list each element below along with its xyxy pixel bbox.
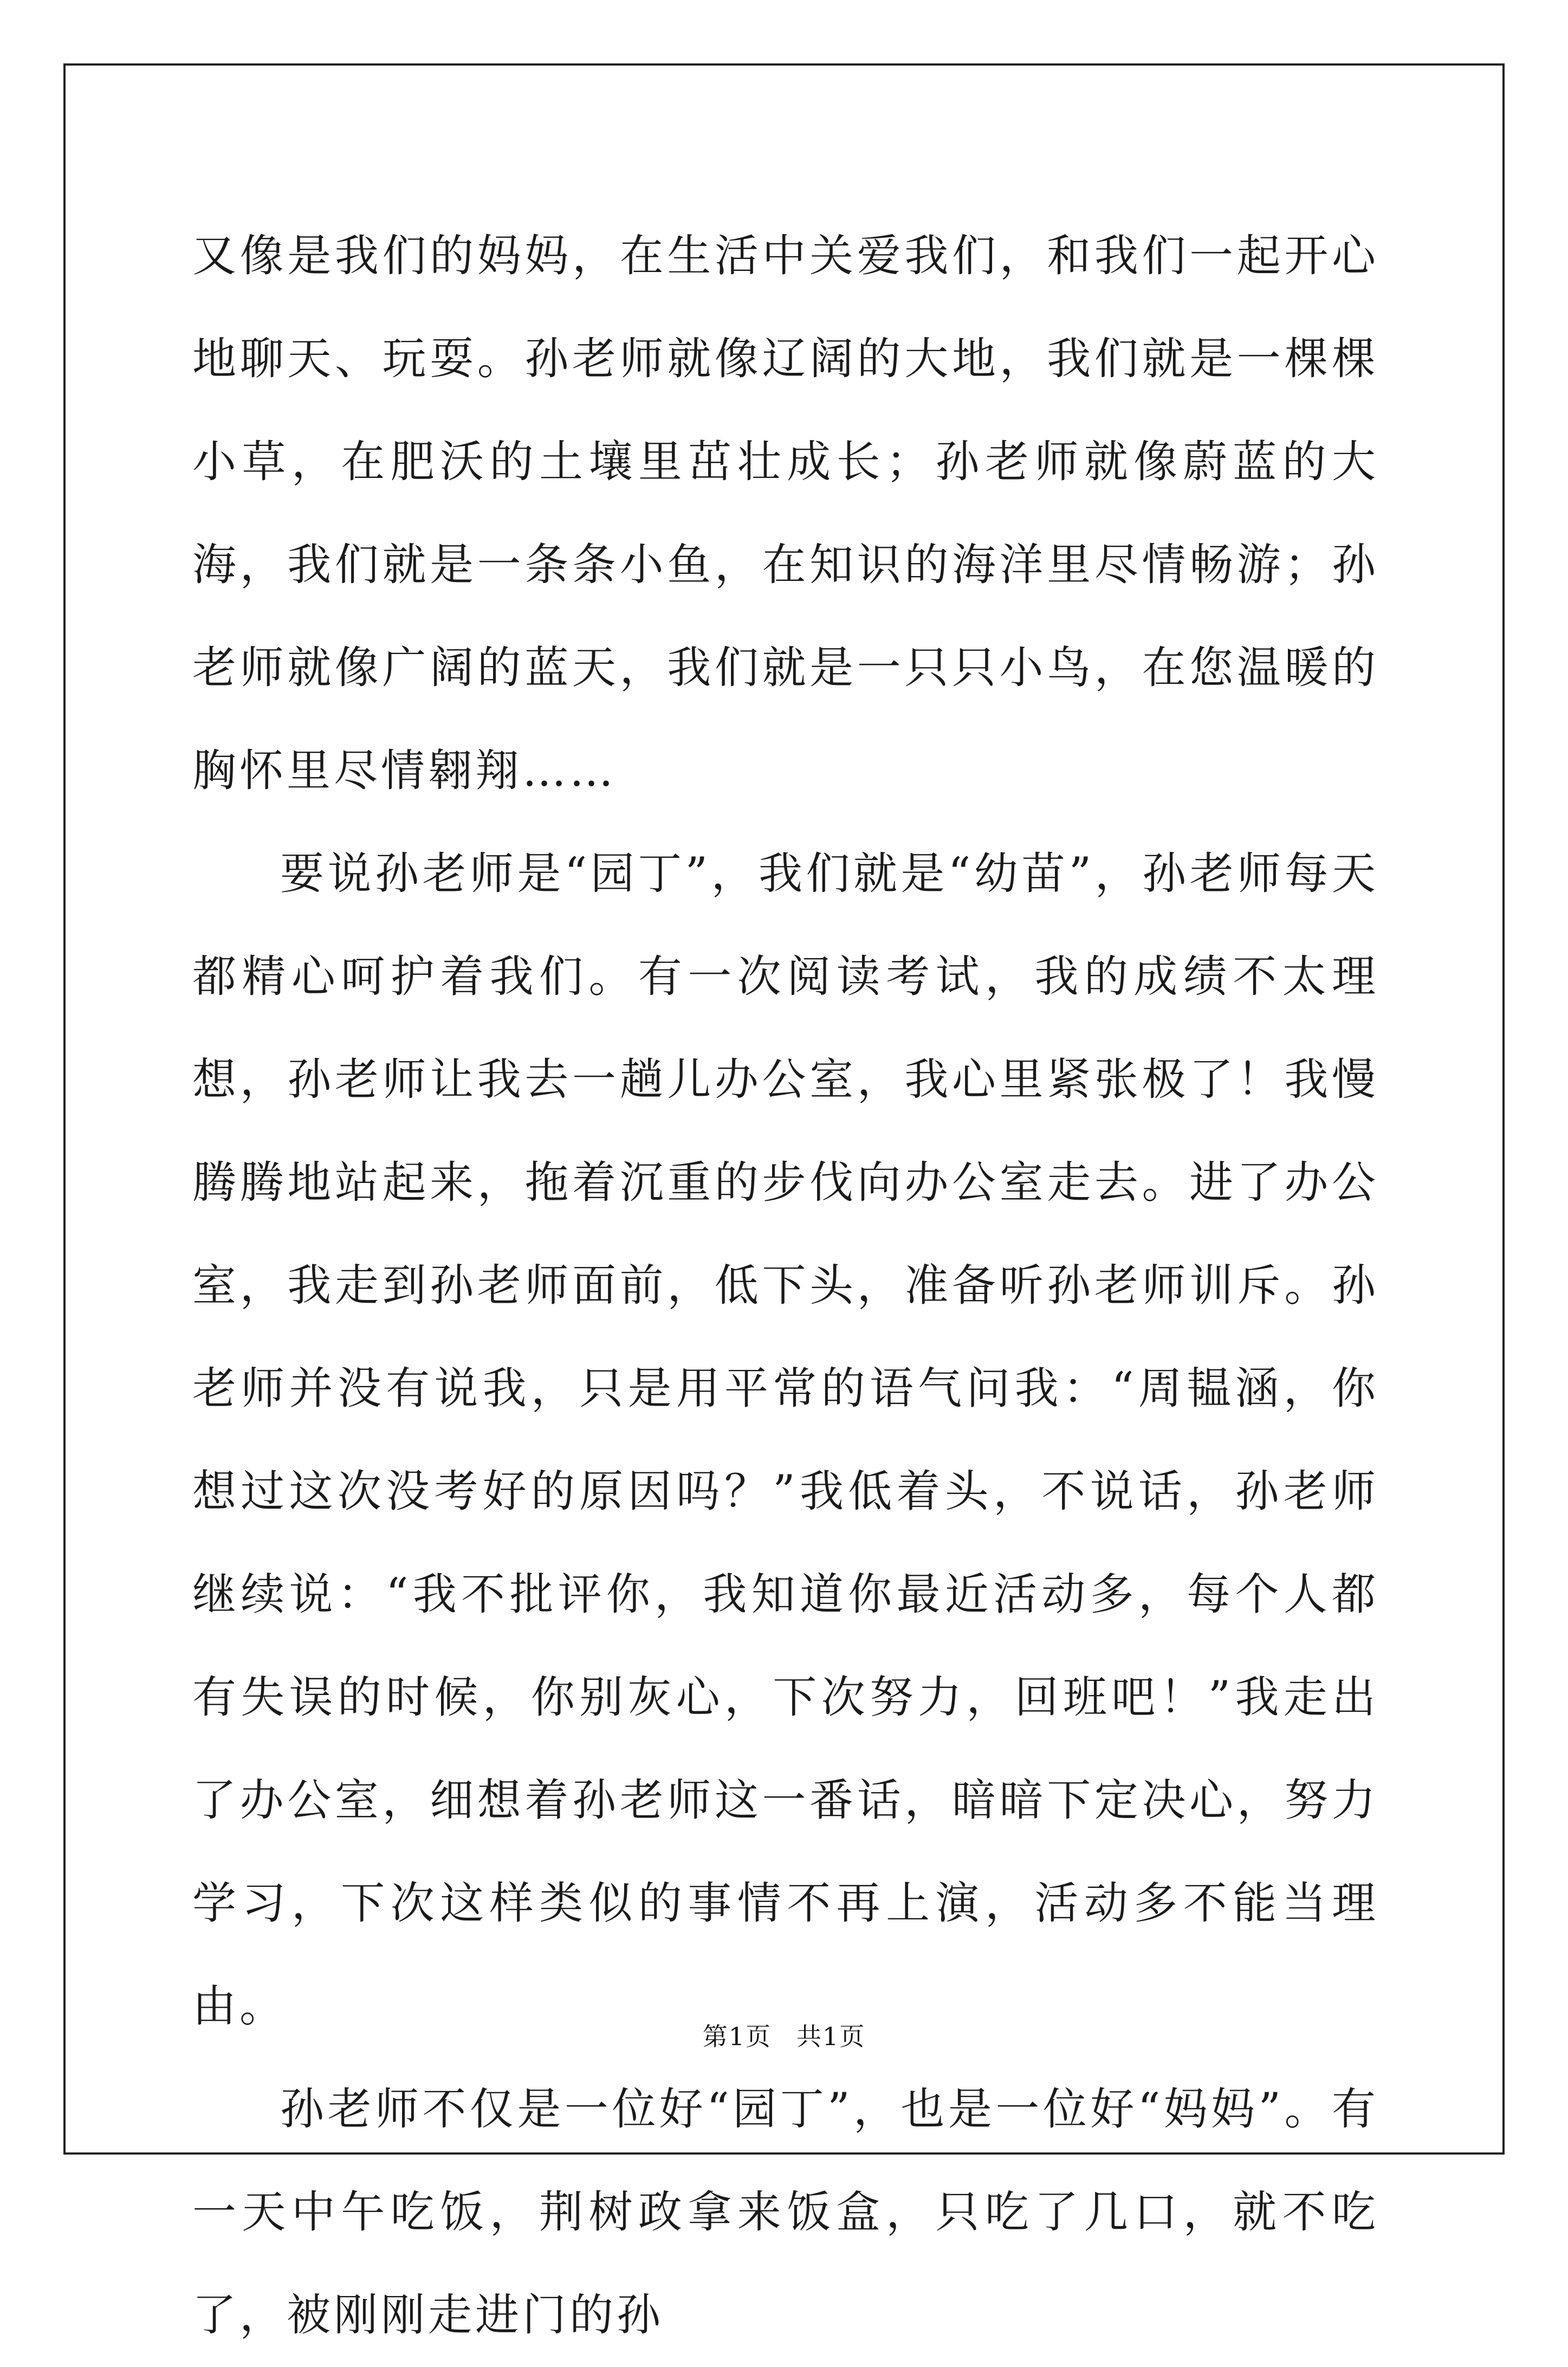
total-pages: 共1页: [796, 2022, 866, 2051]
paragraph-1: 又像是我们的妈妈，在生活中关爱我们，和我们一起开心地聊天、玩耍。孙老师就像辽阔的大地，我们就是一棵棵小草，在肥沃的土壤里茁壮成长；孙老师就像蔚蓝的大海，我们就是一条条小鱼，在知识的海洋里尽情畅游；孙老师就像广阔的蓝天，我们就是一只只小鸟，在您温暖的胸怀里尽情翱翔……: [192, 231, 1379, 797]
paragraph-3: 孙老师不仅是一位好“园丁”，也是一位好“妈妈”。有一天中午吃饭，荆树政拿来饭盒，只吃了几口，就不吃了，被刚刚走进门的孙: [192, 2084, 1379, 2341]
page-number: 第1页: [702, 2022, 772, 2051]
page-footer: [0, 2017, 1568, 2053]
paragraph-2: 要说孙老师是“园丁”，我们就是“幼苗”，孙老师每天都精心呵护着我们。有一次阅读考试，我的成绩不太理想，孙老师让我去一趟儿办公室，我心里紧张极了！我慢腾腾地站起来，拖着沉重的步伐向办公室走去。进了办公室，我走到孙老师面前，低下头，准备听孙老师训斥。孙老师并没有说我，只是用平常的语气问我：“周韫涵，你想过这次没考好的原因吗？”我低着头，不说话，孙老师继续说：“我不批评你，我知道你最近活动多，每个人都有失误的时候，你别灰心，下次努力，回班吧！”我走出了办公室，细想着孙老师这一番话，暗暗下定决心，努力学习，下次这样类似的事情不再上演，活动多不能当理由。: [192, 849, 1379, 2032]
